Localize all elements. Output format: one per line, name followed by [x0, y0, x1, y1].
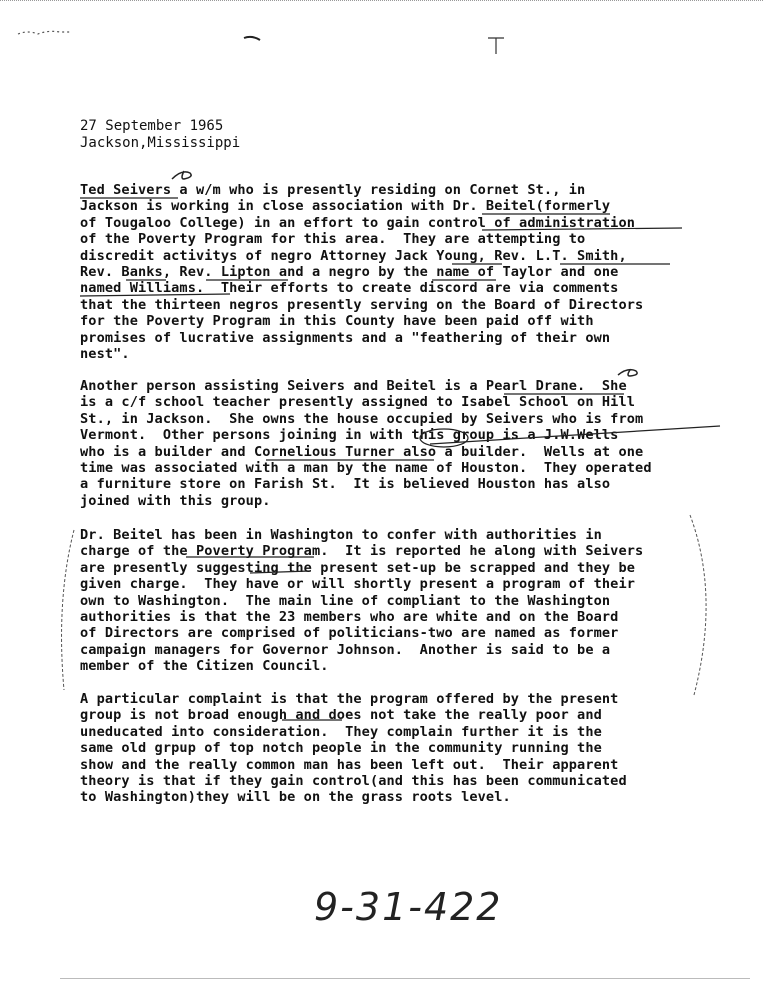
top-mark — [244, 37, 260, 40]
circle-annotation — [420, 429, 468, 447]
underlines — [80, 198, 720, 720]
top-left-scribble — [18, 31, 70, 34]
right-bracket — [690, 515, 706, 695]
paragraph-3: Dr. Beitel has been in Washington to confer with authorities in charge of the Poverty Program. It is reported he along with Seivers are presently suggesting the present set-up be scrapped and they be given charge. They have or will shortly present a program of their own to Washington. The main line of compliant to the Washington authorities is that the 23 members who are white and on the Board of Directors are comprised of politicians-two are named as former campaign managers for Governor Johnson. Another is said to be a member of the Citizen Council. — [80, 527, 644, 675]
handwritten-file-number: 9-31-422 — [314, 885, 503, 929]
paragraph-4: A particular complaint is that the program offered by the present group is not broad enough and does not take the really poor and uneducated into consideration. They complain further it is the same old grpup of top notch people in the community running the show and the really common man has been left out. Their apparent theory is that if they gain control(and this has been communicated to Washington)they will be on the grass roots level. — [80, 691, 627, 806]
top-tee-mark — [488, 38, 504, 54]
paragraph-1: Ted Seivers a w/m who is presently residing on Cornet St., in Jackson is working in close association with Dr. Beitel(formerly of Tougaloo College) in an effort to gain control of administration of the Poverty Program for this area. They are attempting to discredit activitys of negro Attorney Jack Young, Rev. L.T. Smith, Rev. Banks, Rev. Lipton and a negro by the name of Taylor and one named Williams. Their efforts to create discord are via comments that the thirteen negros presently serving on the Board of Directors for the Poverty Program in this County have been paid off with promises of lucrative assignments and a "feathering of their own nest". — [80, 182, 644, 363]
check-mark-2 — [618, 370, 637, 376]
check-mark-1 — [172, 171, 191, 179]
place: Jackson,Mississippi — [80, 135, 241, 151]
left-bracket — [62, 530, 74, 690]
bottom-edge-line — [60, 978, 750, 979]
date: 27 September 1965 — [80, 118, 224, 134]
paragraph-2: Another person assisting Seivers and Beitel is a Pearl Drane. She is a c/f school teacher presently assigned to Isabel School on Hill St., in Jackson. She owns the house occupied by Seivers who is from Vermont. Other persons joining in with this group is a J.W.Wells who is a builder and Cornelious Turner also a builder. Wells at one time was associated with a man by the name of Houston. They operated a furniture store on Farish St. It is believed Houston has also joined with this group. — [80, 378, 652, 509]
